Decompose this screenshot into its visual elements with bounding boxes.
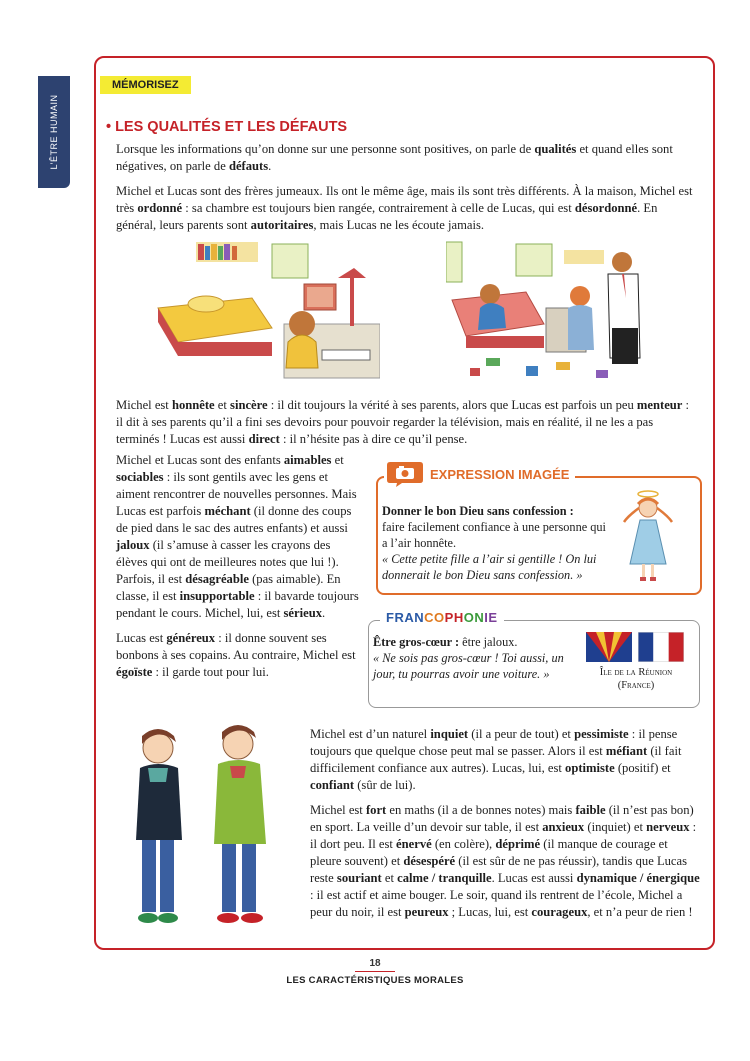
text-run: Michel et Lucas sont des enfants [116, 453, 284, 467]
text-run: (il s’amuse à casser les crayons des élèves qui ont de meilleures notes que lui !). Parfois, il est [116, 538, 339, 586]
text-run: et quand elles sont négatives, on parle de [116, 142, 673, 173]
expression-text [382, 503, 612, 583]
text-run: , et n’a peur de rien ! [587, 905, 693, 919]
keyword: désespéré [403, 854, 456, 868]
side-tab-label: L’ÊTRE HUMAIN [49, 94, 59, 170]
text-run: : il dort peu. Il est [310, 820, 697, 851]
expression-term: Donner le bon Dieu sans confession : [382, 504, 574, 518]
twins-illustration [120, 722, 300, 934]
france-flag-icon [638, 632, 684, 662]
text-run: . [268, 159, 272, 173]
title-letter: N [474, 610, 485, 625]
keyword: ordonné [137, 201, 183, 215]
right-column [310, 726, 700, 929]
text-run: : il est actif et aime bouger. Le soir, quand ils rentrent de l’école, Michel a peur du noir, il est [310, 888, 683, 919]
title-letter: O [434, 610, 445, 625]
title-letter: E [488, 610, 498, 625]
keyword: désordonné [574, 201, 638, 215]
text-run: : il dit toujours la vérité à ses parents, alors que Lucas est parfois un peu [267, 398, 637, 412]
text-run: (positif) et [614, 761, 671, 775]
keyword: méchant [204, 504, 251, 518]
intro-paragraph [116, 141, 696, 175]
text-run: Michel et Lucas sont des frères jumeaux. Ils ont le même âge, mais ils sont très différents. À la maison, Michel est très [116, 184, 693, 215]
text-run: en maths (il a de bonnes notes) mais [386, 803, 576, 817]
keyword: autoritaires [250, 218, 314, 232]
keyword: jaloux [116, 538, 150, 552]
text-run: (en colère), [431, 837, 496, 851]
keyword: sincère [230, 398, 268, 412]
text-run: : il n’hésite pas à dire ce qu’il pense. [279, 432, 468, 446]
text-run: . En général, leurs parents sont [116, 201, 658, 232]
title-letter: O [463, 610, 475, 625]
reunion-flag-icon [586, 632, 632, 662]
francophonie-title [380, 610, 504, 625]
text-run: et [214, 398, 231, 412]
keyword: pessimiste [574, 727, 629, 741]
side-tab [38, 76, 70, 188]
keyword: énervé [396, 837, 432, 851]
text-run: Michel est [310, 803, 366, 817]
keyword: méfiant [605, 744, 648, 758]
keyword: anxieux [542, 820, 585, 834]
flag-caption-place: Île de la Réunion [599, 667, 673, 678]
keyword: optimiste [565, 761, 615, 775]
keyword: inquiet [430, 727, 469, 741]
expression-example: « Cette petite fille a l’air si gentille ! On lui donnerait le bon Dieu sans confession. » [382, 552, 597, 582]
text-run: Lucas est [116, 631, 167, 645]
expression-title [384, 460, 575, 488]
text-run: Michel est [116, 398, 172, 412]
chapter-title: LES CARACTÉRISTIQUES MORALES [286, 975, 464, 986]
text-run: : il bavarde toujours pendant le cours. Michel, lui, est [116, 589, 359, 620]
keyword: généreux [166, 631, 216, 645]
text-run: (sûr de lui). [354, 778, 416, 792]
text-run: (il donne des coups de pied dans le sac des autres enfants) et aussi [116, 504, 352, 535]
strengths-paragraph [310, 802, 700, 921]
keyword: sérieux [283, 606, 323, 620]
bullet-icon: • [106, 119, 112, 135]
generosity-paragraph [116, 630, 359, 681]
text-run: Lorsque les informations qu’on donne sur une personne sont positives, on parle de [116, 142, 535, 156]
keyword: aimables [283, 453, 332, 467]
section-title [106, 119, 347, 135]
flag-caption-country: (France) [617, 680, 655, 691]
page-number: 18 [369, 958, 381, 969]
tidy-bedroom-illustration [154, 238, 380, 384]
keyword: désagréable [185, 572, 249, 586]
honesty-paragraph [116, 397, 696, 448]
keyword: nerveux [646, 820, 690, 834]
kindness-paragraph [116, 452, 359, 622]
keyword: menteur [636, 398, 683, 412]
text-run: (il a peur de tout) et [468, 727, 575, 741]
title-letter: N [414, 610, 425, 625]
text-run: . [322, 606, 326, 620]
expression-definition: faire facilement confiance à une personne qui a l’air honnête. [382, 520, 606, 550]
text-run: . Lucas est aussi [491, 871, 577, 885]
title-letter: P [444, 610, 454, 625]
flag-caption [586, 666, 686, 692]
messy-bedroom-illustration [446, 238, 658, 384]
keyword: qualités [534, 142, 577, 156]
title-letter: R [394, 610, 405, 625]
text-run: (il n’est pas bon) en sport. La veille d’un devoir sur table, il est [310, 803, 694, 834]
footer-divider [355, 971, 395, 972]
keyword: sociables [116, 470, 164, 484]
title-letter: A [404, 610, 415, 625]
keyword: dynamique / énergique [576, 871, 700, 885]
text-run: ; Lucas, lui, est [448, 905, 532, 919]
keyword: égoïste [116, 665, 153, 679]
text-run: , mais Lucas ne les écoute jamais. [313, 218, 485, 232]
text-run: : il donne souvent ses bonbons à ses copains. Au contraire, Michel est [116, 631, 356, 662]
text-run: (il manque de courage et pleure souvent) et [310, 837, 668, 868]
expression-title-text: EXPRESSION IMAGÉE [430, 466, 570, 482]
keyword: défauts [228, 159, 269, 173]
section-title-text: LES QUALITÉS ET LES DÉFAUTS [115, 119, 348, 135]
text-run: (inquiet) et [584, 820, 647, 834]
text-run: : sa chambre est toujours bien rangée, contrairement à celle de Lucas, qui est [182, 201, 575, 215]
keyword: souriant [336, 871, 382, 885]
left-column [116, 452, 359, 689]
keyword: fort [365, 803, 387, 817]
keyword: déprimé [495, 837, 541, 851]
title-letter: H [453, 610, 464, 625]
keyword: faible [575, 803, 606, 817]
keyword: honnête [171, 398, 215, 412]
text-run: (il est sûr de ne pas réussir), tandis que Lucas reste [310, 854, 688, 885]
keyword: insupportable [179, 589, 255, 603]
memorisez-badge: MÉMORISEZ [100, 76, 191, 94]
keyword: direct [248, 432, 280, 446]
anxiety-paragraph [310, 726, 700, 794]
text-run: et [331, 453, 344, 467]
text-run: (il fait difficilement confiance aux autres). Lucas, lui, est [310, 744, 682, 775]
title-letter: I [484, 610, 489, 625]
francophonie-example: « Ne sois pas gros-cœur ! Toi aussi, un jour, tu pourras avoir une voiture. » [373, 651, 564, 681]
text-run: : il pense toujours que quelque chose peut mal se passer. Alors il est [310, 727, 678, 758]
text-run: : il dit à ses parents qu’il a fini ses devoirs pour pouvoir regarder la télévision, mais en réalité, il ne les a pas terminés ! Lucas est aussi [116, 398, 690, 446]
text-run: : ils sont gentils avec les gens et aiment rencontrer de nouvelles personnes. Mais Lucas est parfois [116, 470, 357, 518]
twins-paragraph [116, 183, 696, 234]
text-run: Michel est d’un naturel [310, 727, 431, 741]
keyword: confiant [310, 778, 355, 792]
angel-girl-illustration [618, 488, 678, 584]
keyword: peureux [404, 905, 449, 919]
text-run: et [381, 871, 398, 885]
text-run: (pas aimable). En classe, il est [116, 572, 341, 603]
francophonie-term: Être gros-cœur : [373, 635, 460, 649]
text-run: : il garde tout pour lui. [152, 665, 269, 679]
francophonie-definition: être jaloux. [459, 635, 518, 649]
francophonie-title-text [386, 610, 498, 625]
camera-icon [386, 460, 424, 488]
title-letter: C [424, 610, 435, 625]
francophonie-text [373, 634, 573, 682]
keyword: calme / tranquille [397, 871, 492, 885]
title-letter: F [386, 610, 395, 625]
keyword: courageux [531, 905, 588, 919]
